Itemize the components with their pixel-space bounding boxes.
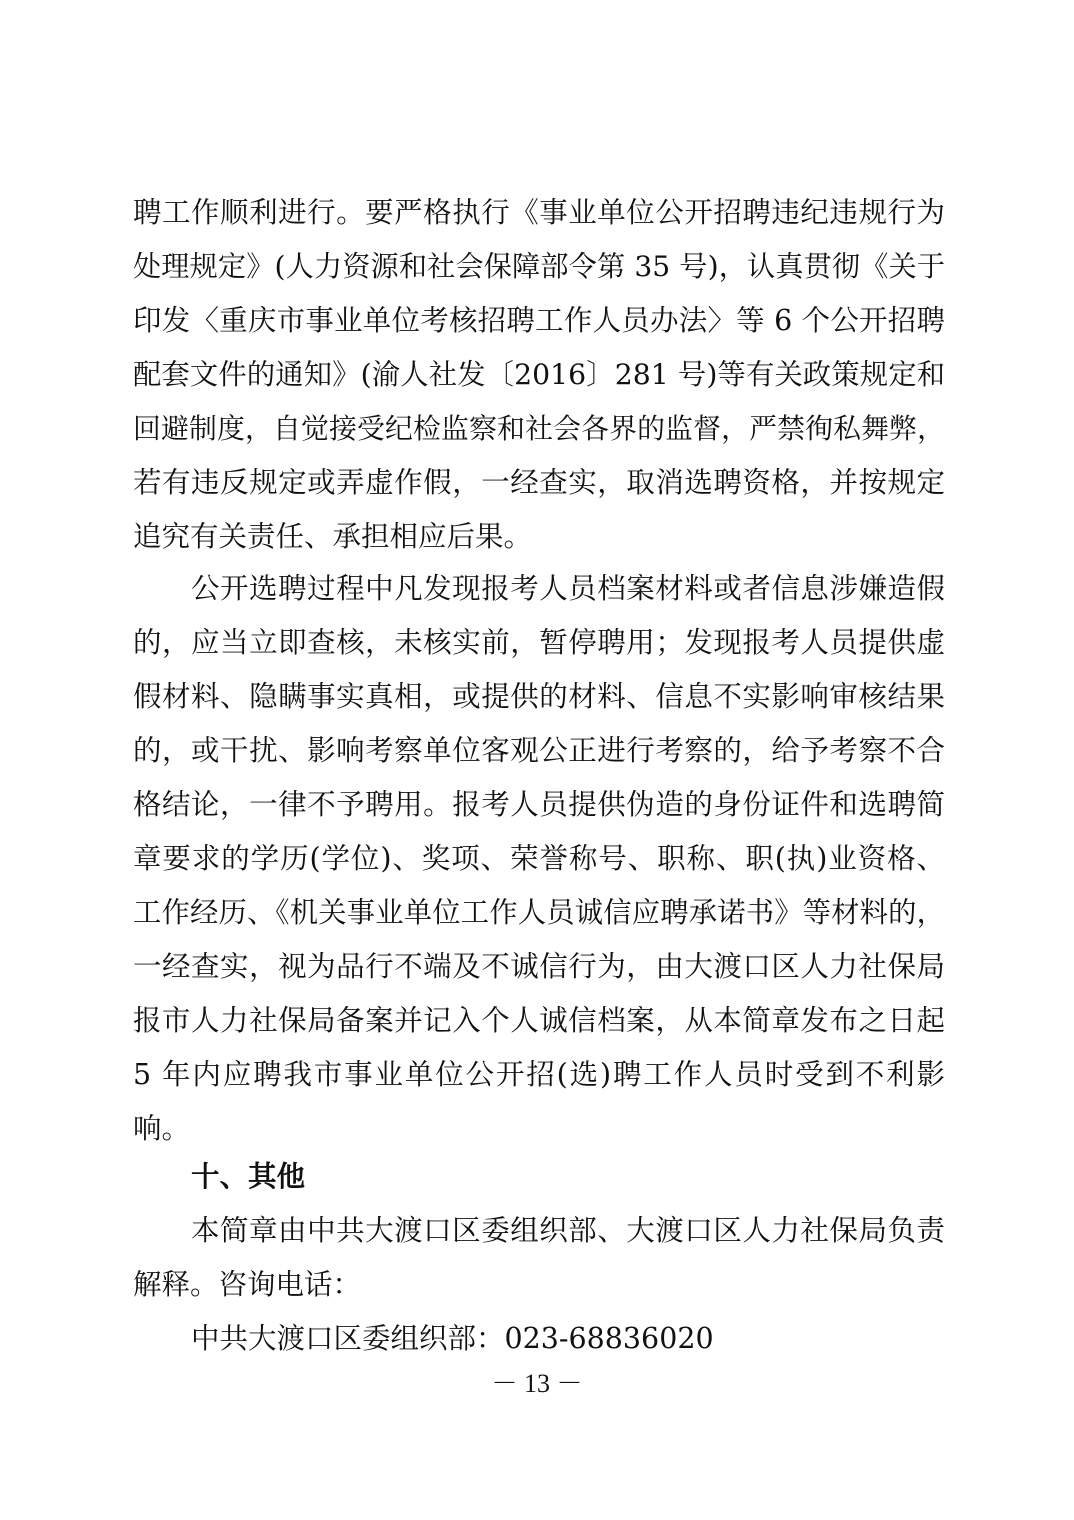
text-line: 响。	[133, 1112, 191, 1145]
section-heading: 十、其他	[191, 1160, 306, 1193]
text-line: 印发〈重庆市事业单位考核招聘工作人员办法〉等 6 个公开招聘	[133, 304, 945, 337]
text-line: 格结论，一律不予聘用。报考人员提供伪造的身份证件和选聘简	[133, 788, 945, 821]
section-other	[133, 1150, 945, 1366]
text-line: 假材料、隐瞒事实真相，或提供的材料、信息不实影响审核结果	[133, 680, 945, 713]
text-line: 公开选聘过程中凡发现报考人员档案材料或者信息涉嫌造假	[191, 572, 945, 605]
text-line: 5 年内应聘我市事业单位公开招(选)聘工作人员时受到不利影	[133, 1058, 945, 1091]
text-line: 本简章由中共大渡口区委组织部、大渡口区人力社保局负责	[191, 1214, 945, 1247]
text-line: 工作经历、《机关事业单位工作人员诚信应聘承诺书》等材料的，	[133, 896, 945, 929]
paragraph-fraud-handling	[133, 562, 945, 1156]
contact-line: 中共大渡口区委组织部：023-68836020	[191, 1322, 714, 1355]
text-line: 章要求的学历(学位)、奖项、荣誉称号、职称、职(执)业资格、	[133, 842, 945, 875]
text-line: 报市人力社保局备案并记入个人诚信档案，从本简章发布之日起	[133, 1004, 945, 1037]
text-line: 的，或干扰、影响考察单位客观公正进行考察的，给予考察不合	[133, 734, 945, 767]
text-line: 聘工作顺利进行。要严格执行《事业单位公开招聘违纪违规行为	[133, 196, 945, 229]
paragraph-discipline	[133, 186, 945, 564]
text-line: 追究有关责任、承担相应后果。	[133, 520, 533, 553]
text-line: 配套文件的通知》(渝人社发〔2016〕281 号)等有关政策规定和	[133, 358, 945, 391]
text-line: 解释。咨询电话：	[133, 1268, 362, 1301]
text-line: 处理规定》(人力资源和社会保障部令第 35 号)，认真贯彻《关于	[133, 250, 945, 283]
text-line: 回避制度，自觉接受纪检监察和社会各界的监督，严禁徇私舞弊，	[133, 412, 945, 445]
text-line: 一经查实，视为品行不端及不诚信行为，由大渡口区人力社保局	[133, 950, 945, 983]
text-line: 若有违反规定或弄虚作假，一经查实，取消选聘资格，并按规定	[133, 466, 945, 499]
page-number: － 13 －	[491, 1369, 583, 1398]
text-line: 的，应当立即查核，未核实前，暂停聘用；发现报考人员提供虚	[133, 626, 945, 659]
